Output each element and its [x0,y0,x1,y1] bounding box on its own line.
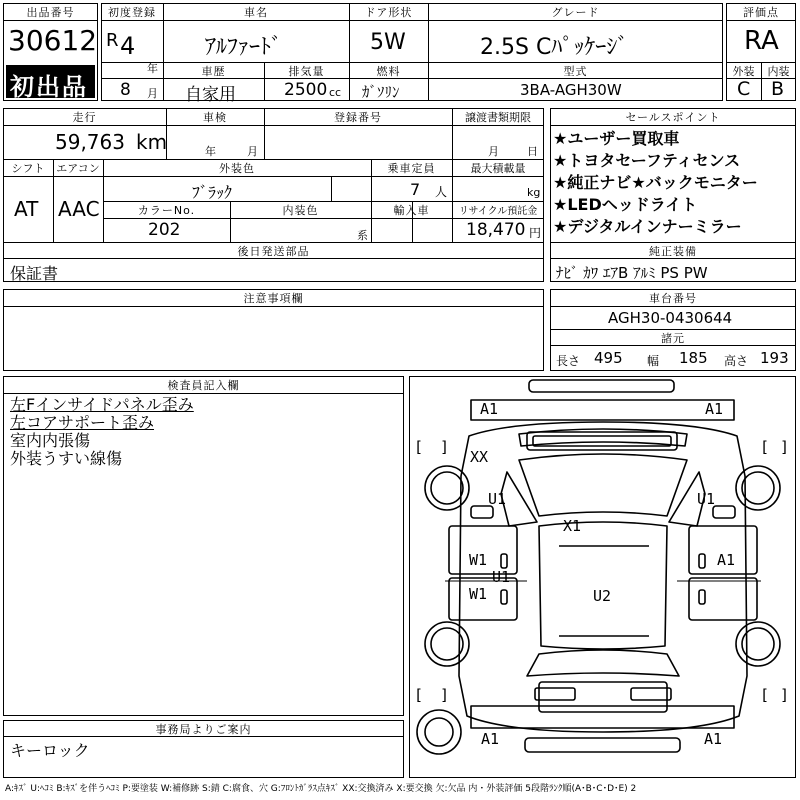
height-label: 高さ [724,354,749,368]
tail-light-left [535,688,575,700]
int-label: 内装 [767,65,790,78]
sales-point: ★トヨタセーフティセンス [553,151,741,170]
left-handle-1 [501,554,507,568]
ext-value: C [737,78,751,100]
right-handle-1 [699,554,705,568]
mark-xx: XX [470,448,489,466]
right-mirror [713,506,735,518]
sales-point: ★純正ナビ★バックモニター [553,173,758,192]
reg-year-unit: 年 [147,62,158,75]
bracket-left-top-close: ] [440,438,450,456]
front-left-wheel-inner [431,472,463,504]
legend: A:ｷｽﾞ U:ﾍｺﾐ B:ｷｽﾞを伴うﾍｺﾐ P:要塗装 W:補修跡 S:錆 C:腐食、穴 G:ﾌﾛﾝﾄｶﾞﾗｽ点ｷｽﾞ XX:交換済み X:要交換 欠:欠品 内・外装評価 5段階ﾗﾝｸ順(A･B･C･D･E) 2 [5,784,637,794]
mark-x1: X1 [563,517,582,535]
mark-rear-left-a1: A1 [481,730,500,748]
left-handle-2 [501,590,507,604]
inspection-year-unit: 年 [205,145,216,158]
recycle-label: リサイクル預託金 [458,206,538,217]
mark-w1-lower: W1 [469,585,488,603]
rear-window [527,650,679,676]
regno-label: 登録番号 [334,111,382,124]
inspector-line: 左Fインサイドパネル歪み [10,395,194,414]
hood-panel-1 [527,432,677,450]
model-value: 3BA-AGH30W [520,81,622,99]
chassis-value: AGH30-0430644 [608,309,733,327]
inspector-label: 検査員記入欄 [167,379,240,392]
front-right-wheel-inner [742,472,774,504]
front-bumper-outline [471,400,734,420]
windshield [519,454,687,516]
shift-label: シフト [11,162,45,175]
history-value: 自家用 [185,85,236,105]
grade-label: グレード [551,6,600,19]
int-value: B [771,78,785,100]
fuel-label: 燃料 [376,65,401,78]
capacity-label: 乗車定員 [387,162,436,175]
capacity-unit: 人 [435,185,448,199]
transfer-label: 譲渡書類期限 [465,111,531,124]
lot-label: 出品番号 [26,6,75,19]
mark-u1-right: U1 [697,490,716,508]
inspector-line: 室内内張傷 [10,431,91,450]
intcolor-unit: 系 [357,229,368,242]
ac-label: エアコン [56,162,100,175]
mark-u1-mid: U1 [492,568,511,586]
notes-label: 注意事項欄 [243,292,304,305]
bracket-left-bottom-open: [ [414,686,424,704]
width-label: 幅 [647,354,660,368]
sales-label: セールスポイント [625,111,721,124]
length-label: 長さ [556,354,581,368]
equipment-label: 純正装備 [649,245,697,258]
grade-value: 2.5S Cﾊﾟｯｹｰｼﾞ [480,35,629,60]
colorno-label: カラーNo. [137,204,196,217]
rear-bumper-outline [471,706,734,728]
reg-month-unit: 月 [147,87,158,100]
car-name: ｱﾙﾌｧｰﾄﾞ [205,35,283,60]
shift-value: AT [14,197,39,221]
bracket-left-bottom-close: ] [440,686,450,704]
sales-point: ★ユーザー買取車 [553,129,680,148]
color-label: 外装色 [219,162,255,175]
reg-year: 4 [120,32,136,60]
roof [539,522,667,649]
bracket-right-top-open: [ [760,438,770,456]
colorno-value: 202 [148,220,181,240]
history-label: 車歴 [201,65,226,78]
intcolor-label: 内装色 [282,204,319,217]
door-label: ドア形状 [364,6,413,19]
mark-u1-left: U1 [488,490,507,508]
spare-wheel [417,710,461,754]
inspection-month-unit: 月 [247,145,258,158]
import-label: 輸入車 [393,204,430,217]
reg-label: 初度登録 [108,6,156,19]
inspection-label: 車検 [203,111,227,124]
mark-w1-upper: W1 [469,551,488,569]
transfer-month-unit: 月 [488,145,499,158]
sales-points [553,128,758,238]
tailgate [539,682,667,712]
length-value: 495 [594,349,623,367]
mileage-value: 59,763 [55,130,125,154]
capacity-value: 7 [410,180,421,199]
ext-label: 外装 [732,65,755,78]
displacement-unit: cc [329,86,342,99]
dims-label: 諸元 [661,332,685,345]
score-value: RA [744,26,779,56]
inspector-line: 外装うすい線傷 [10,449,123,468]
bracket-right-bottom-open: [ [760,686,770,704]
office-value: キーロック [10,741,90,760]
hood-panel-2 [533,436,671,446]
width-value: 185 [679,349,708,367]
mark-a1-mid: A1 [717,551,736,569]
first-listing-label: 初出品 [10,73,88,101]
mark-front-right-a1: A1 [705,400,724,418]
front-bumper [529,380,674,392]
inspector-line: 左コアサポート歪み [10,413,155,432]
displacement-value: 2500 [284,80,328,100]
displacement-label: 排気量 [288,65,325,78]
color-value: ﾌﾞﾗｯｸ [192,183,233,202]
mark-u2: U2 [593,587,612,605]
recycle-value: 18,470 [466,220,526,240]
later-parts-value: 保証書 [10,264,59,283]
inspector-notes [10,396,194,468]
mileage-label: 走行 [72,111,97,124]
mileage-unit: km [136,130,168,154]
score-label: 評価点 [743,6,779,19]
bracket-left-top-open: [ [414,438,424,456]
load-unit: kg [527,186,541,199]
sales-point: ★LEDヘッドライト [553,195,698,214]
sales-point: ★デジタルインナーミラー [553,217,742,236]
reg-month: 8 [120,80,131,100]
spare-wheel-inner [425,718,453,746]
chassis-label: 車台番号 [649,292,697,305]
later-parts-label: 後日発送部品 [237,245,310,258]
car-diagram [409,376,796,778]
mark-front-left-a1: A1 [480,400,499,418]
reg-era: R [106,30,119,51]
lot-number: 30612 [8,24,98,57]
bracket-right-bottom-close: ] [780,686,790,704]
name-label: 車名 [244,6,268,19]
door-value: 5W [370,30,406,55]
bracket-right-top-close: ] [780,438,790,456]
model-label: 型式 [563,65,588,78]
height-value: 193 [760,349,789,367]
transfer-day-unit: 日 [527,145,538,158]
recycle-unit: 円 [529,226,542,240]
office-label: 事務局よりご案内 [155,723,252,736]
right-handle-2 [699,590,705,604]
mark-rear-right-a1: A1 [704,730,723,748]
equipment-value: ﾅﾋﾞ ｶﾜ ｴｱB ｱﾙﾐ PS PW [556,264,708,282]
tail-light-right [631,688,671,700]
left-front-window [501,472,537,526]
fuel-value: ｶﾞｿﾘﾝ [362,83,400,101]
rear-left-wheel-inner [431,628,463,660]
rear-bumper [525,738,680,752]
load-label: 最大積載量 [470,162,526,175]
ac-value: AAC [58,197,100,221]
